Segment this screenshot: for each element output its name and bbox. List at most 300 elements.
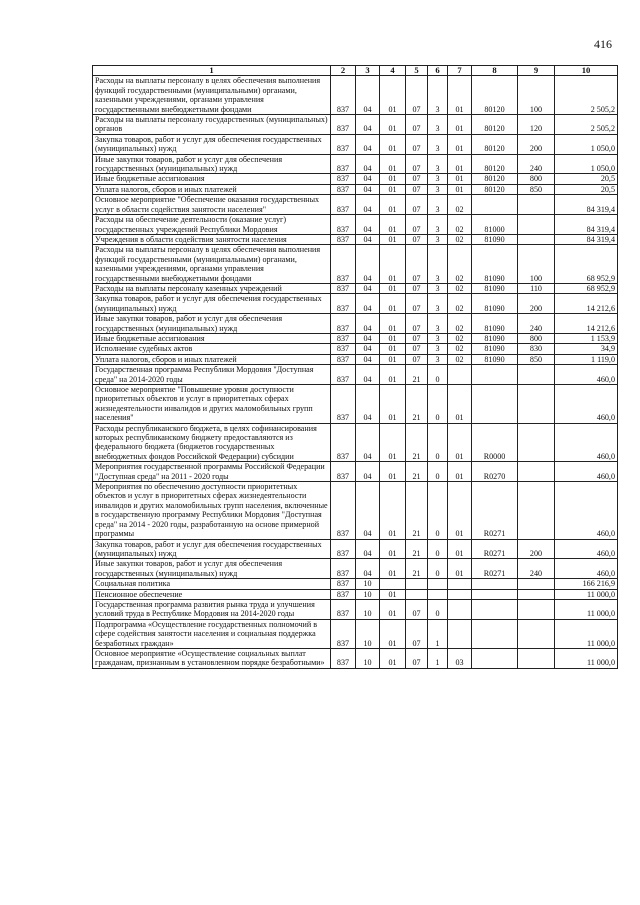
amount-cell: 84 319,4 — [555, 215, 618, 235]
code-cell — [518, 215, 555, 235]
code-cell: 07 — [406, 195, 428, 215]
amount-cell: 1 050,0 — [555, 154, 618, 174]
code-cell: 02 — [448, 314, 472, 334]
code-cell: 80120 — [472, 115, 518, 135]
column-header: 7 — [448, 66, 472, 76]
table-row — [93, 482, 618, 539]
table-row — [93, 462, 618, 482]
expense-name-cell: Социальная политика — [93, 579, 331, 589]
code-cell: 04 — [356, 184, 380, 194]
code-cell: 10 — [356, 619, 380, 648]
code-cell: 850 — [518, 184, 555, 194]
code-cell: 837 — [331, 423, 356, 462]
code-cell: 837 — [331, 579, 356, 589]
code-cell: 21 — [406, 385, 428, 424]
code-cell — [518, 648, 555, 668]
table-row — [93, 76, 618, 115]
table-row — [93, 579, 618, 589]
code-cell: 837 — [331, 385, 356, 424]
code-cell: 04 — [356, 385, 380, 424]
code-cell: 800 — [518, 174, 555, 184]
code-cell — [518, 195, 555, 215]
column-header: 2 — [331, 66, 356, 76]
expense-name-cell: Закупка товаров, работ и услуг для обеспечения государственных (муниципальных) нужд — [93, 539, 331, 559]
code-cell: 81090 — [472, 354, 518, 364]
code-cell: R0271 — [472, 482, 518, 539]
table-header-row — [93, 66, 618, 76]
column-header: 5 — [406, 66, 428, 76]
table-row — [93, 648, 618, 668]
amount-cell: 1 119,0 — [555, 354, 618, 364]
code-cell: 01 — [380, 234, 406, 244]
expense-name-cell: Основное мероприятие "Обеспечение оказания государственных услуг в области содействия занятости населения" — [93, 195, 331, 215]
code-cell: 3 — [428, 333, 448, 343]
code-cell: 3 — [428, 184, 448, 194]
code-cell: 02 — [448, 215, 472, 235]
code-cell — [472, 648, 518, 668]
code-cell: 04 — [356, 283, 380, 293]
expense-name-cell: Иные закупки товаров, работ и услуг для обеспечения государственных (муниципальных) нужд — [93, 314, 331, 334]
code-cell: 07 — [406, 294, 428, 314]
code-cell: 80120 — [472, 76, 518, 115]
code-cell — [448, 365, 472, 385]
code-cell: 837 — [331, 115, 356, 135]
code-cell: 837 — [331, 195, 356, 215]
code-cell: 3 — [428, 354, 448, 364]
code-cell: 850 — [518, 354, 555, 364]
table-row — [93, 619, 618, 648]
code-cell: 120 — [518, 115, 555, 135]
expense-name-cell: Иные бюджетные ассигнования — [93, 333, 331, 343]
column-header: 4 — [380, 66, 406, 76]
code-cell — [518, 579, 555, 589]
code-cell: 1 — [428, 648, 448, 668]
code-cell: 01 — [380, 648, 406, 668]
code-cell: 01 — [380, 559, 406, 579]
code-cell: 81090 — [472, 294, 518, 314]
code-cell: 02 — [448, 245, 472, 284]
code-cell: 01 — [380, 333, 406, 343]
code-cell: 04 — [356, 215, 380, 235]
code-cell: 04 — [356, 115, 380, 135]
code-cell: 3 — [428, 215, 448, 235]
code-cell: 0 — [428, 482, 448, 539]
table-row — [93, 283, 618, 293]
code-cell — [518, 619, 555, 648]
code-cell — [448, 599, 472, 619]
page-number: 416 — [594, 37, 612, 51]
code-cell: R0000 — [472, 423, 518, 462]
amount-cell: 11 000,0 — [555, 589, 618, 599]
code-cell: 10 — [356, 599, 380, 619]
amount-cell: 460,0 — [555, 462, 618, 482]
code-cell: 01 — [448, 539, 472, 559]
code-cell — [448, 589, 472, 599]
code-cell: 837 — [331, 344, 356, 354]
code-cell: 240 — [518, 154, 555, 174]
code-cell: 04 — [356, 294, 380, 314]
code-cell: 07 — [406, 619, 428, 648]
code-cell — [428, 589, 448, 599]
code-cell: 01 — [380, 365, 406, 385]
amount-cell: 1 153,9 — [555, 333, 618, 343]
expense-name-cell: Основное мероприятие "Повышение уровня доступности приоритетных объектов и услуг в приоритетных сферах жизнедеятельности инвалидов и других маломобильных групп населения" — [93, 385, 331, 424]
code-cell: 81090 — [472, 283, 518, 293]
table-row — [93, 115, 618, 135]
code-cell: 04 — [356, 354, 380, 364]
table-row — [93, 314, 618, 334]
budget-table — [92, 65, 618, 669]
code-cell: 01 — [380, 589, 406, 599]
table-row — [93, 599, 618, 619]
code-cell: 240 — [518, 314, 555, 334]
code-cell: 3 — [428, 314, 448, 334]
code-cell: 01 — [380, 195, 406, 215]
code-cell — [472, 579, 518, 589]
expense-name-cell: Расходы на выплаты персоналу государственных (муниципальных) органов — [93, 115, 331, 135]
code-cell: 80120 — [472, 134, 518, 154]
code-cell — [472, 619, 518, 648]
column-header: 10 — [555, 66, 618, 76]
table-row — [93, 354, 618, 364]
code-cell — [472, 599, 518, 619]
code-cell: 837 — [331, 354, 356, 364]
code-cell: 07 — [406, 283, 428, 293]
amount-cell: 84 319,4 — [555, 234, 618, 244]
code-cell — [448, 619, 472, 648]
table-row — [93, 154, 618, 174]
code-cell: 10 — [356, 648, 380, 668]
code-cell: 04 — [356, 539, 380, 559]
code-cell: 02 — [448, 333, 472, 343]
code-cell: 01 — [380, 314, 406, 334]
code-cell: R0271 — [472, 539, 518, 559]
code-cell: 01 — [380, 154, 406, 174]
code-cell: 837 — [331, 462, 356, 482]
code-cell: 01 — [380, 539, 406, 559]
code-cell: 837 — [331, 314, 356, 334]
code-cell: 04 — [356, 314, 380, 334]
expense-name-cell: Расходы на выплаты персоналу казенных учреждений — [93, 283, 331, 293]
table-row — [93, 245, 618, 284]
code-cell: 3 — [428, 195, 448, 215]
code-cell: 02 — [448, 294, 472, 314]
code-cell: 830 — [518, 344, 555, 354]
column-header: 9 — [518, 66, 555, 76]
code-cell: 837 — [331, 134, 356, 154]
amount-cell: 2 505,2 — [555, 115, 618, 135]
amount-cell: 20,5 — [555, 174, 618, 184]
table-row — [93, 423, 618, 462]
code-cell: 07 — [406, 314, 428, 334]
code-cell: 01 — [380, 619, 406, 648]
amount-cell: 14 212,6 — [555, 314, 618, 334]
table-row — [93, 365, 618, 385]
code-cell — [518, 589, 555, 599]
table-row — [93, 559, 618, 579]
code-cell: 04 — [356, 76, 380, 115]
code-cell: 07 — [406, 245, 428, 284]
expense-name-cell: Уплата налогов, сборов и иных платежей — [93, 184, 331, 194]
code-cell — [518, 423, 555, 462]
code-cell: 0 — [428, 539, 448, 559]
code-cell: 3 — [428, 154, 448, 174]
code-cell: 837 — [331, 365, 356, 385]
code-cell: 21 — [406, 365, 428, 385]
code-cell: 0 — [428, 599, 448, 619]
code-cell: 200 — [518, 294, 555, 314]
amount-cell: 34,9 — [555, 344, 618, 354]
code-cell — [448, 579, 472, 589]
code-cell: 01 — [380, 76, 406, 115]
code-cell: 04 — [356, 333, 380, 343]
code-cell: 02 — [448, 195, 472, 215]
code-cell: 01 — [380, 294, 406, 314]
code-cell: 01 — [380, 184, 406, 194]
code-cell: 01 — [448, 134, 472, 154]
code-cell: 21 — [406, 423, 428, 462]
code-cell: 3 — [428, 294, 448, 314]
amount-cell: 460,0 — [555, 539, 618, 559]
code-cell: 837 — [331, 648, 356, 668]
code-cell: 837 — [331, 215, 356, 235]
code-cell: 04 — [356, 344, 380, 354]
code-cell: 200 — [518, 539, 555, 559]
code-cell: 07 — [406, 354, 428, 364]
code-cell: 04 — [356, 134, 380, 154]
code-cell: 01 — [380, 599, 406, 619]
code-cell: 837 — [331, 154, 356, 174]
code-cell: 01 — [380, 423, 406, 462]
expense-name-cell: Иные закупки товаров, работ и услуг для обеспечения государственных (муниципальных) нужд — [93, 154, 331, 174]
code-cell: 80120 — [472, 154, 518, 174]
code-cell — [518, 365, 555, 385]
code-cell: 0 — [428, 559, 448, 579]
code-cell: 07 — [406, 76, 428, 115]
code-cell: 01 — [380, 134, 406, 154]
code-cell: 01 — [380, 462, 406, 482]
table-row — [93, 134, 618, 154]
amount-cell: 11 000,0 — [555, 599, 618, 619]
code-cell: 04 — [356, 234, 380, 244]
code-cell: 81090 — [472, 245, 518, 284]
code-cell: 81000 — [472, 215, 518, 235]
code-cell: 100 — [518, 76, 555, 115]
code-cell: 3 — [428, 134, 448, 154]
code-cell: 04 — [356, 559, 380, 579]
expense-name-cell: Уплата налогов, сборов и иных платежей — [93, 354, 331, 364]
code-cell: 04 — [356, 365, 380, 385]
expense-name-cell: Иные бюджетные ассигнования — [93, 174, 331, 184]
table-row — [93, 195, 618, 215]
expense-name-cell: Подпрограмма «Осуществление государственных полномочий в сфере содействия занятости населения и социальная поддержка безработных граждан» — [93, 619, 331, 648]
column-header: 3 — [356, 66, 380, 76]
code-cell: 01 — [380, 354, 406, 364]
code-cell: 01 — [380, 115, 406, 135]
code-cell — [518, 385, 555, 424]
code-cell: 01 — [380, 385, 406, 424]
code-cell: 837 — [331, 559, 356, 579]
code-cell: 837 — [331, 76, 356, 115]
table-row — [93, 539, 618, 559]
table-body — [93, 76, 618, 668]
code-cell: 04 — [356, 195, 380, 215]
code-cell — [472, 365, 518, 385]
code-cell — [406, 589, 428, 599]
code-cell — [472, 589, 518, 599]
expense-name-cell: Расходы на выплаты персоналу в целях обеспечения выполнения функций государственными (муниципальными) органами, казенными учреждениями, органами управления государственными внебюджетными фондами — [93, 245, 331, 284]
amount-cell: 460,0 — [555, 423, 618, 462]
expense-name-cell: Мероприятия государственной программы Российской Федерации "Доступная среда" на 2011 - 2020 годы — [93, 462, 331, 482]
column-header: 6 — [428, 66, 448, 76]
code-cell: 01 — [380, 344, 406, 354]
amount-cell: 20,5 — [555, 184, 618, 194]
expense-name-cell: Иные закупки товаров, работ и услуг для обеспечения государственных (муниципальных) нужд — [93, 559, 331, 579]
amount-cell: 14 212,6 — [555, 294, 618, 314]
code-cell: 80120 — [472, 174, 518, 184]
code-cell: 837 — [331, 599, 356, 619]
amount-cell: 68 952,9 — [555, 283, 618, 293]
code-cell: 3 — [428, 115, 448, 135]
expense-name-cell: Основное мероприятие «Осуществление социальных выплат гражданам, признанным в установленном порядке безработными» — [93, 648, 331, 668]
code-cell: 100 — [518, 245, 555, 284]
code-cell: 01 — [380, 215, 406, 235]
code-cell — [472, 195, 518, 215]
code-cell — [518, 234, 555, 244]
code-cell: 07 — [406, 184, 428, 194]
code-cell: 81090 — [472, 344, 518, 354]
code-cell: 04 — [356, 154, 380, 174]
expense-name-cell: Расходы республиканского бюджета, в целях софинансирования которых республиканскому бюджету предоставляются из федерального бюджета (бюджетов государственных внебюджетных фондов Российской Федерации) субсидии — [93, 423, 331, 462]
code-cell: 07 — [406, 344, 428, 354]
table-row — [93, 333, 618, 343]
code-cell — [518, 482, 555, 539]
code-cell: 837 — [331, 333, 356, 343]
code-cell — [472, 385, 518, 424]
code-cell: 81090 — [472, 333, 518, 343]
code-cell — [518, 599, 555, 619]
table-row — [93, 344, 618, 354]
expense-name-cell: Мероприятия по обеспечению доступности приоритетных объектов и услуг в приоритетных сферах жизнедеятельности инвалидов и других маломобильных групп населения, включенные в государственную программу Республики Мордовия "Доступная среда" на 2014 - 2020 годы, разработанную на основе примерной программы — [93, 482, 331, 539]
code-cell: 21 — [406, 539, 428, 559]
code-cell: 04 — [356, 423, 380, 462]
code-cell: 837 — [331, 482, 356, 539]
code-cell: 200 — [518, 134, 555, 154]
table-row — [93, 589, 618, 599]
code-cell: 21 — [406, 462, 428, 482]
amount-cell: 68 952,9 — [555, 245, 618, 284]
code-cell: 3 — [428, 283, 448, 293]
code-cell: 03 — [448, 648, 472, 668]
code-cell: 04 — [356, 245, 380, 284]
code-cell: 0 — [428, 365, 448, 385]
amount-cell: 11 000,0 — [555, 648, 618, 668]
code-cell: 01 — [448, 559, 472, 579]
code-cell: 837 — [331, 539, 356, 559]
code-cell: 837 — [331, 589, 356, 599]
code-cell — [518, 462, 555, 482]
code-cell: 01 — [380, 283, 406, 293]
amount-cell: 2 505,2 — [555, 76, 618, 115]
code-cell: 01 — [448, 184, 472, 194]
code-cell: 04 — [356, 482, 380, 539]
code-cell: 07 — [406, 333, 428, 343]
code-cell: 07 — [406, 234, 428, 244]
expense-name-cell: Расходы на обеспечение деятельности (оказание услуг) государственных учреждений Республики Мордовия — [93, 215, 331, 235]
code-cell: 837 — [331, 184, 356, 194]
code-cell: 10 — [356, 579, 380, 589]
code-cell: 837 — [331, 234, 356, 244]
code-cell: 07 — [406, 134, 428, 154]
code-cell: 81090 — [472, 234, 518, 244]
amount-cell: 460,0 — [555, 482, 618, 539]
code-cell: 07 — [406, 599, 428, 619]
code-cell: 0 — [428, 462, 448, 482]
code-cell: 07 — [406, 648, 428, 668]
column-header: 1 — [93, 66, 331, 76]
code-cell: 01 — [448, 115, 472, 135]
code-cell: 837 — [331, 619, 356, 648]
code-cell: 3 — [428, 76, 448, 115]
amount-cell: 84 319,4 — [555, 195, 618, 215]
code-cell: 3 — [428, 245, 448, 284]
code-cell: 01 — [448, 423, 472, 462]
code-cell: 07 — [406, 154, 428, 174]
code-cell: 837 — [331, 245, 356, 284]
expense-name-cell: Закупка товаров, работ и услуг для обеспечения государственных (муниципальных) нужд — [93, 134, 331, 154]
table-row — [93, 385, 618, 424]
expense-name-cell: Закупка товаров, работ и услуг для обеспечения государственных (муниципальных) нужд — [93, 294, 331, 314]
expense-name-cell: Пенсионное обеспечение — [93, 589, 331, 599]
code-cell: 01 — [380, 245, 406, 284]
code-cell: 0 — [428, 423, 448, 462]
code-cell: 110 — [518, 283, 555, 293]
code-cell: 3 — [428, 174, 448, 184]
code-cell — [428, 579, 448, 589]
code-cell: 01 — [448, 462, 472, 482]
code-cell: 1 — [428, 619, 448, 648]
code-cell: 10 — [356, 589, 380, 599]
code-cell: 07 — [406, 215, 428, 235]
code-cell: 02 — [448, 283, 472, 293]
expense-name-cell: Исполнение судебных актов — [93, 344, 331, 354]
amount-cell: 11 000,0 — [555, 619, 618, 648]
code-cell: 01 — [448, 385, 472, 424]
code-cell: 21 — [406, 559, 428, 579]
amount-cell: 460,0 — [555, 365, 618, 385]
code-cell: R0271 — [472, 559, 518, 579]
amount-cell: 1 050,0 — [555, 134, 618, 154]
column-header: 8 — [472, 66, 518, 76]
code-cell: 21 — [406, 482, 428, 539]
code-cell: 80120 — [472, 184, 518, 194]
code-cell: 04 — [356, 174, 380, 184]
code-cell: 01 — [448, 154, 472, 174]
code-cell: 0 — [428, 385, 448, 424]
code-cell: 02 — [448, 344, 472, 354]
code-cell: 01 — [448, 174, 472, 184]
table-row — [93, 234, 618, 244]
code-cell: 01 — [448, 482, 472, 539]
code-cell: R0270 — [472, 462, 518, 482]
code-cell — [380, 579, 406, 589]
code-cell: 800 — [518, 333, 555, 343]
code-cell: 01 — [448, 76, 472, 115]
expense-name-cell: Государственная программа Республики Мордовия "Доступная среда" на 2014-2020 годы — [93, 365, 331, 385]
code-cell: 02 — [448, 234, 472, 244]
code-cell: 04 — [356, 462, 380, 482]
code-cell: 240 — [518, 559, 555, 579]
